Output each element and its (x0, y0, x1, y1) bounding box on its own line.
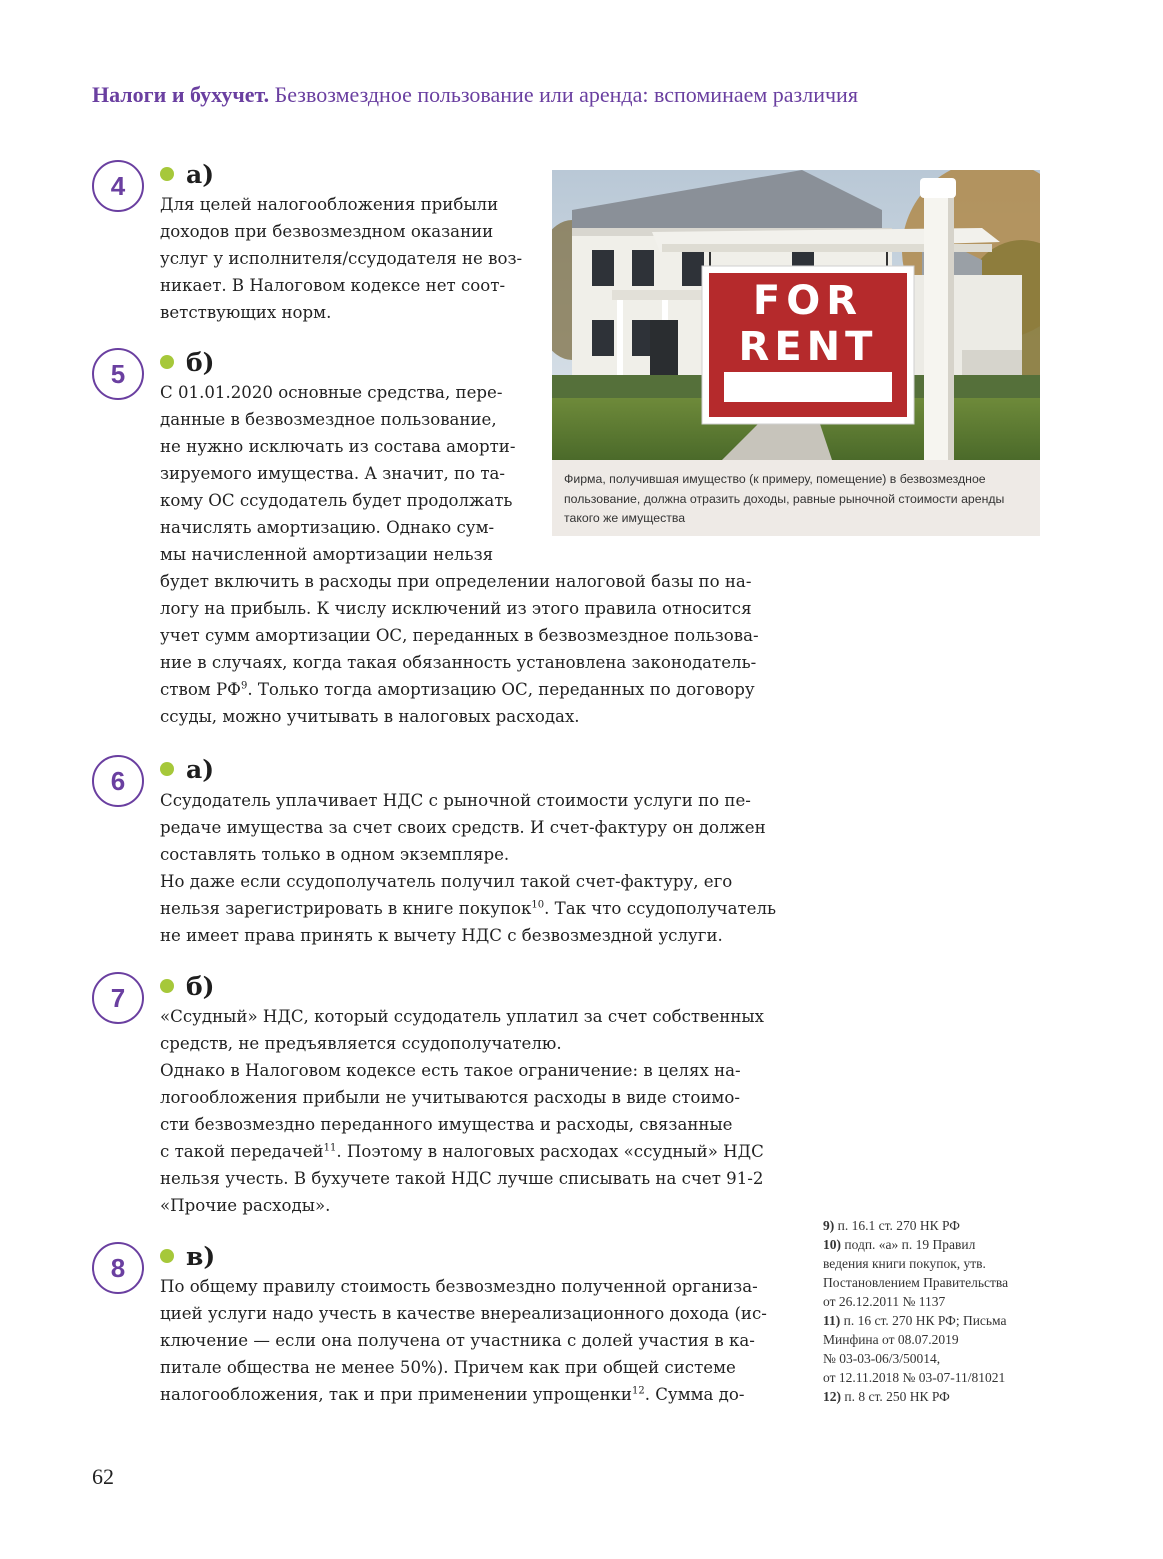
text-line: зируемого имущества. А значит, по та- (160, 464, 506, 483)
footnote-10 (823, 1235, 1063, 1311)
text-line: услуг у исполнителя/ссудодателя не воз- (160, 249, 523, 268)
footnote-text: п. 16 ст. 270 НК РФ; Письма (843, 1313, 1007, 1328)
footnote-ref-12: 12 (631, 1385, 645, 1397)
text-line: не имеет права принять к вычету НДС с безвозмездной услуги. (160, 926, 723, 945)
text-segment: налогообложения, так и при применении упрощенки (160, 1385, 632, 1404)
bullet-dot (160, 979, 174, 993)
text-segment: . Так что ссудополучатель (544, 899, 777, 918)
text-line-with-footnote (160, 1381, 770, 1408)
footnote-line (823, 1387, 1063, 1406)
text-line: кому ОС ссудодатель будет продолжать (160, 491, 513, 510)
answer-letter: а) (186, 755, 215, 784)
footnote-line (823, 1235, 1063, 1254)
footnote-line: ведения книги покупок, утв. (823, 1256, 986, 1271)
text-line: не нужно исключать из состава аморти- (160, 437, 516, 456)
text-line: ветствующих норм. (160, 303, 332, 322)
answer-text-4 (160, 191, 523, 326)
text-line: доходов при безвозмездном оказании (160, 222, 494, 241)
text-line: «Прочие расходы». (160, 1196, 331, 1215)
answer-label-5 (160, 349, 215, 377)
footnote-line (823, 1311, 1063, 1330)
footnote-line: Минфина от 08.07.2019 (823, 1332, 959, 1347)
answer-text-6 (160, 787, 777, 949)
bullet-dot (160, 355, 174, 369)
footnote-text: п. 8 ст. 250 НК РФ (844, 1389, 950, 1404)
text-segment: . Поэтому в налоговых расходах «ссудный» НДС (336, 1142, 764, 1161)
bullet-dot (160, 762, 174, 776)
text-line: Ссудодатель уплачивает НДС с рыночной стоимости услуги по пе- (160, 791, 751, 810)
answer-number-6: 6 (92, 755, 144, 807)
text-line: составлять только в одном экземпляре. (160, 845, 510, 864)
text-line: С 01.01.2020 основные средства, пере- (160, 383, 503, 402)
answer-label-6 (160, 756, 214, 784)
header-title: Безвозмездное пользование или аренда: вспоминаем различия (274, 82, 858, 107)
answer-number-7: 7 (92, 972, 144, 1024)
text-line: будет включить в расходы при определении налоговой базы по на- (160, 572, 752, 591)
answer-letter: б) (186, 348, 215, 377)
text-line: Для целей налогообложения прибыли (160, 195, 499, 214)
sign-text-for: FOR (752, 278, 864, 324)
bullet-dot (160, 167, 174, 181)
footnote-number: 9) (823, 1218, 835, 1233)
text-line: данные в безвозмездное пользование, (160, 410, 497, 429)
answer-label-7 (160, 973, 215, 1001)
footnote-line: от 26.12.2011 № 1137 (823, 1294, 946, 1309)
footnote-ref-11: 11 (323, 1142, 337, 1154)
text-line: ние в случаях, когда такая обязанность установлена законодатель- (160, 653, 757, 672)
header-section: Налоги и бухучет. (92, 82, 270, 107)
page-number: 62 (92, 1464, 114, 1489)
text-line-with-footnote (160, 1138, 770, 1165)
answer-label-8 (160, 1243, 215, 1271)
answer-label-4 (160, 161, 214, 189)
running-header (92, 82, 1092, 108)
sign-text-rent: RENT (738, 324, 878, 370)
answer-number-4: 4 (92, 160, 144, 212)
text-line: мы начисленной амортизации нельзя (160, 545, 494, 564)
text-line: «Ссудный» НДС, который ссудодатель уплатил за счет собственных (160, 1007, 764, 1026)
answer-letter: а) (186, 160, 215, 189)
text-line: средств, не предъявляется ссудополучателю. (160, 1034, 562, 1053)
text-segment: . Только тогда амортизацию ОС, переданных по договору (247, 680, 755, 699)
text-line: ключение — если она получена от участника с долей участия в ка- (160, 1331, 755, 1350)
text-line: логу на прибыль. К числу исключений из этого правила относится (160, 599, 752, 618)
footnote-line: № 03-03-06/3/50014, (823, 1351, 941, 1366)
footnote-12 (823, 1387, 1063, 1406)
text-line: Но даже если ссудополучатель получил такой счет-фактуру, его (160, 872, 733, 891)
text-line: нельзя учесть. В бухучете такой НДС лучше списывать на счет 91-2 (160, 1169, 764, 1188)
footnote-ref-10: 10 (531, 899, 545, 911)
text-line: По общему правилу стоимость безвозмездно полученной организа- (160, 1277, 758, 1296)
text-segment: нельзя зарегистрировать в книге покупок (160, 899, 532, 918)
text-line: ссуды, можно учитывать в налоговых расходах. (160, 707, 580, 726)
text-line: сти безвозмездно переданного имущества и расходы, связанные (160, 1115, 733, 1134)
footnote-text: п. 16.1 ст. 270 НК РФ (837, 1218, 960, 1233)
text-line: питале общества не менее 50%). Причем как при общей системе (160, 1358, 736, 1377)
answer-letter: в) (186, 1242, 216, 1271)
footnote-number: 12) (823, 1389, 841, 1404)
text-line: Однако в Налоговом кодексе есть такое ограничение: в целях на- (160, 1061, 741, 1080)
text-line: учет сумм амортизации ОС, переданных в безвозмездное пользова- (160, 626, 759, 645)
text-line: никает. В Налоговом кодексе нет соот- (160, 276, 506, 295)
answer-text-7 (160, 1003, 770, 1219)
text-line: начислять амортизацию. Однако сум- (160, 518, 495, 537)
answer-text-8 (160, 1273, 770, 1408)
text-line: редаче имущества за счет своих средств. И счет-фактуру он должен (160, 818, 766, 837)
footnote-ref-9: 9 (240, 680, 248, 692)
text-line: цией услуги надо учесть в качестве внереализационного дохода (ис- (160, 1304, 767, 1323)
footnote-text: подп. «а» п. 19 Правил (844, 1237, 976, 1252)
footnote-line: Постановлением Правительства (823, 1275, 1009, 1290)
photo-illustration (552, 170, 1040, 460)
answer-number-8: 8 (92, 1242, 144, 1294)
text-segment: ством РФ (160, 680, 241, 699)
footnote-line (823, 1216, 1063, 1235)
footnote-line: от 12.11.2018 № 03-07-11/81021 (823, 1370, 1006, 1385)
footnote-number: 10) (823, 1237, 841, 1252)
footnote-11 (823, 1311, 1063, 1387)
footnote-9 (823, 1216, 1063, 1235)
text-line: логообложения прибыли не учитываются расходы в виде стоимо- (160, 1088, 740, 1107)
text-line-with-footnote (160, 895, 777, 922)
photo-caption: Фирма, получившая имущество (к примеру, помещение) в безвозмездное пользование, должна отразить доходы, равные рыночной стоимости аренды такого же имущества (552, 460, 1040, 536)
footnote-number: 11) (823, 1313, 841, 1328)
answer-letter: б) (186, 972, 215, 1001)
footnotes (823, 1216, 1063, 1406)
text-line-with-footnote (160, 676, 770, 703)
bullet-dot (160, 1249, 174, 1263)
text-segment: с такой передачей (160, 1142, 324, 1161)
answer-number-5: 5 (92, 348, 144, 400)
house-for-rent-photo (552, 170, 1040, 460)
text-segment: . Сумма до- (644, 1385, 745, 1404)
